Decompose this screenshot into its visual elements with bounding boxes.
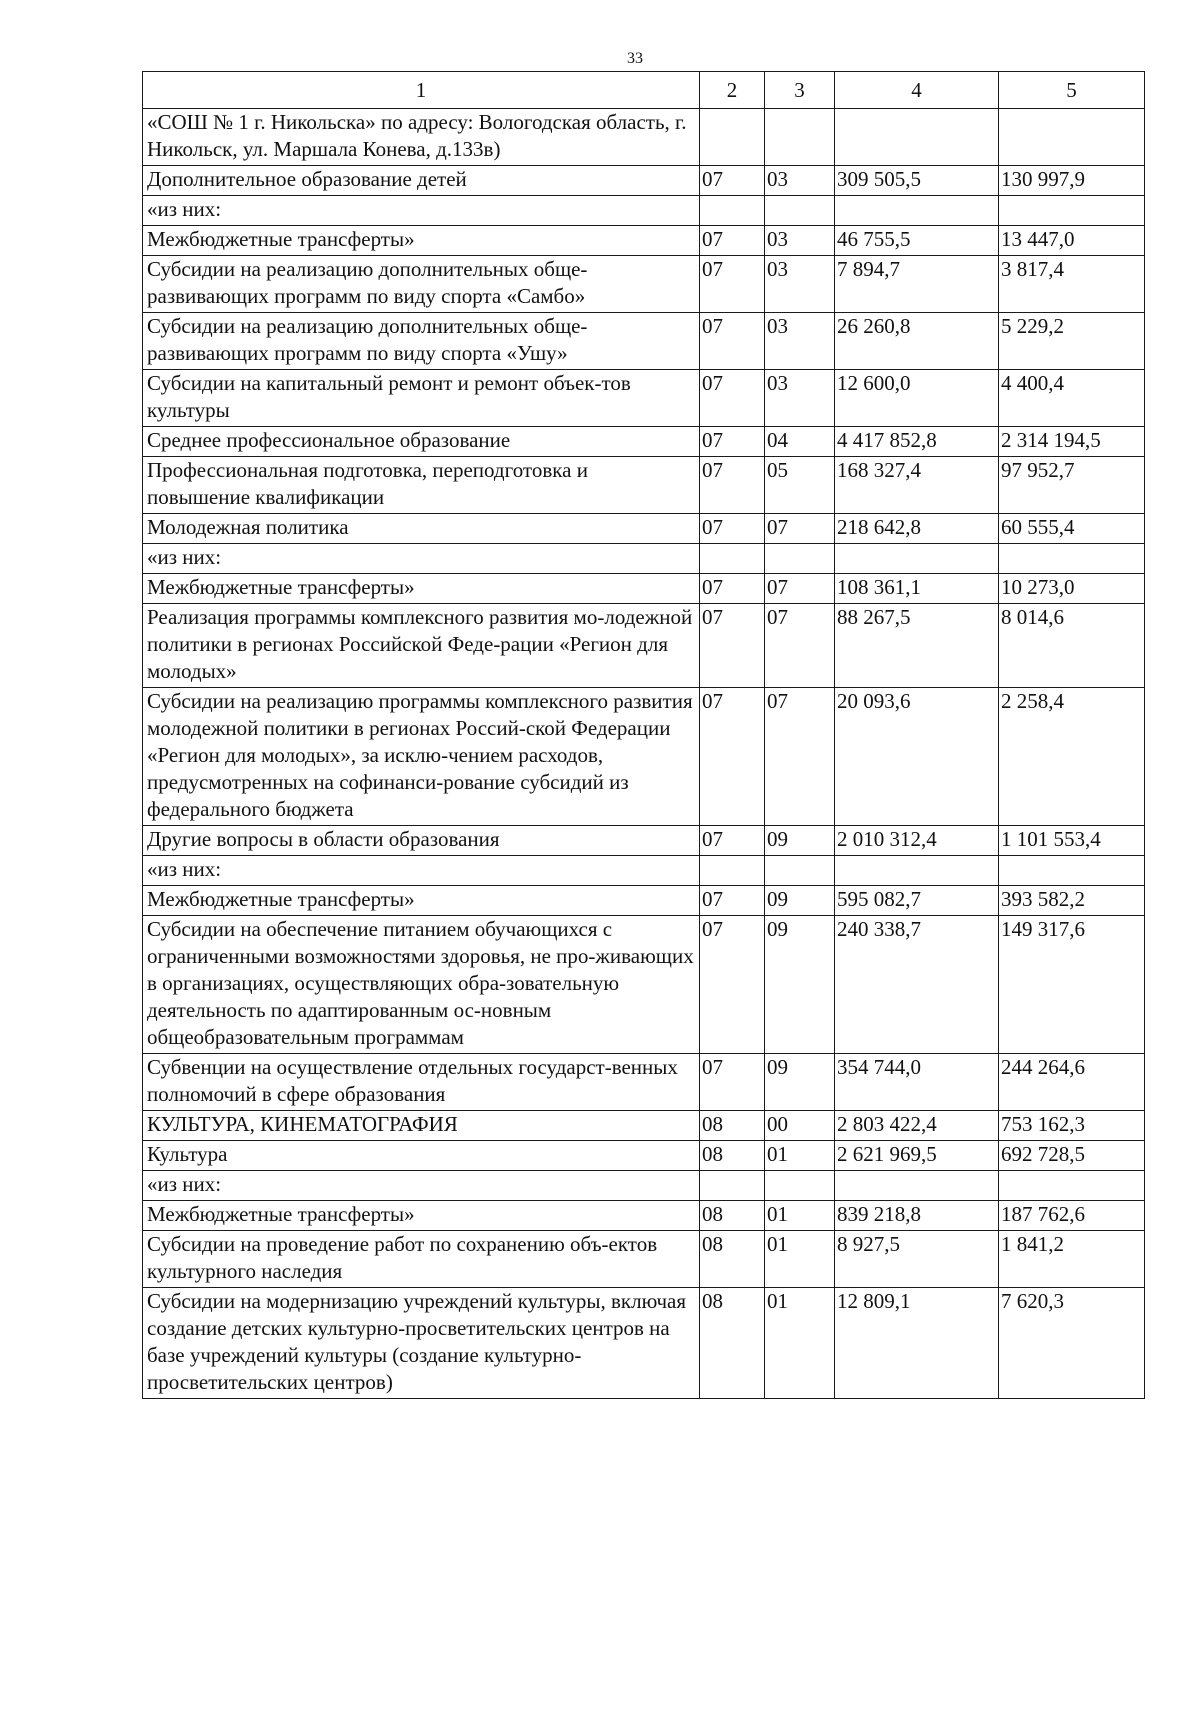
subsection-code-cell: 01: [765, 1231, 835, 1288]
amount-col5-cell: 1 841,2: [999, 1231, 1145, 1288]
amount-col5-cell: 4 400,4: [999, 370, 1145, 427]
section-code-cell: 07: [700, 256, 765, 313]
amount-col4-cell: 595 082,7: [835, 886, 999, 916]
row-name-cell: Субсидии на реализацию дополнительных обще-развивающих программ по виду спорта «Ушу»: [143, 313, 700, 370]
table-row: [143, 544, 1145, 574]
table-row: [143, 196, 1145, 226]
amount-col4-cell: 26 260,8: [835, 313, 999, 370]
subsection-code-cell: 03: [765, 256, 835, 313]
subsection-code-cell: [765, 1171, 835, 1201]
section-code-cell: 07: [700, 688, 765, 826]
section-code-cell: 07: [700, 370, 765, 427]
row-name-cell: Другие вопросы в области образования: [143, 826, 700, 856]
column-header-5: 5: [999, 72, 1145, 109]
table-row: [143, 370, 1145, 427]
amount-col4-cell: 309 505,5: [835, 166, 999, 196]
row-name-cell: Реализация программы комплексного развития мо-лодежной политики в регионах Российской Феде-рации «Регион для молодых»: [143, 604, 700, 688]
section-code-cell: 08: [700, 1201, 765, 1231]
section-code-cell: [700, 1171, 765, 1201]
amount-col4-cell: 218 642,8: [835, 514, 999, 544]
subsection-code-cell: 03: [765, 166, 835, 196]
section-code-cell: 07: [700, 916, 765, 1054]
section-code-cell: 07: [700, 427, 765, 457]
subsection-code-cell: 01: [765, 1288, 835, 1399]
table-row: [143, 1111, 1145, 1141]
amount-col4-cell: 12 600,0: [835, 370, 999, 427]
table-row: [143, 886, 1145, 916]
table-row: [143, 916, 1145, 1054]
amount-col4-cell: 7 894,7: [835, 256, 999, 313]
subsection-code-cell: [765, 856, 835, 886]
column-header-3: 3: [765, 72, 835, 109]
amount-col5-cell: 187 762,6: [999, 1201, 1145, 1231]
section-code-cell: 07: [700, 604, 765, 688]
row-name-cell: Межбюджетные трансферты»: [143, 226, 700, 256]
amount-col5-cell: [999, 196, 1145, 226]
table-row: [143, 826, 1145, 856]
subsection-code-cell: 07: [765, 604, 835, 688]
amount-col4-cell: 20 093,6: [835, 688, 999, 826]
amount-col5-cell: 753 162,3: [999, 1111, 1145, 1141]
amount-col4-cell: 168 327,4: [835, 457, 999, 514]
amount-col4-cell: 108 361,1: [835, 574, 999, 604]
table-row: [143, 427, 1145, 457]
subsection-code-cell: 03: [765, 226, 835, 256]
table-header-row: [143, 72, 1145, 109]
section-code-cell: 07: [700, 226, 765, 256]
table-row: [143, 1141, 1145, 1171]
amount-col5-cell: 1 101 553,4: [999, 826, 1145, 856]
subsection-code-cell: 07: [765, 574, 835, 604]
amount-col4-cell: [835, 196, 999, 226]
column-header-2: 2: [700, 72, 765, 109]
section-code-cell: 07: [700, 826, 765, 856]
row-name-cell: Субсидии на реализацию дополнительных обще-развивающих программ по виду спорта «Самбо»: [143, 256, 700, 313]
amount-col4-cell: 2 010 312,4: [835, 826, 999, 856]
amount-col5-cell: 3 817,4: [999, 256, 1145, 313]
amount-col4-cell: 4 417 852,8: [835, 427, 999, 457]
table-row: [143, 313, 1145, 370]
subsection-code-cell: 09: [765, 916, 835, 1054]
row-name-cell: Субвенции на осуществление отдельных государст-венных полномочий в сфере образования: [143, 1054, 700, 1111]
amount-col5-cell: 97 952,7: [999, 457, 1145, 514]
section-code-cell: 07: [700, 1054, 765, 1111]
row-name-cell: «из них:: [143, 856, 700, 886]
subsection-code-cell: 05: [765, 457, 835, 514]
amount-col4-cell: 354 744,0: [835, 1054, 999, 1111]
section-code-cell: [700, 544, 765, 574]
amount-col5-cell: 393 582,2: [999, 886, 1145, 916]
row-name-cell: КУЛЬТУРА, КИНЕМАТОГРАФИЯ: [143, 1111, 700, 1141]
table-row: [143, 1201, 1145, 1231]
section-code-cell: 07: [700, 514, 765, 544]
amount-col4-cell: 2 621 969,5: [835, 1141, 999, 1171]
amount-col4-cell: [835, 544, 999, 574]
row-name-cell: Субсидии на модернизацию учреждений культуры, включая создание детских культурно-просветительских центров на базе учреждений культуры (создание культурно-просветительских центров): [143, 1288, 700, 1399]
subsection-code-cell: 01: [765, 1141, 835, 1171]
amount-col4-cell: 2 803 422,4: [835, 1111, 999, 1141]
section-code-cell: [700, 856, 765, 886]
subsection-code-cell: 07: [765, 514, 835, 544]
section-code-cell: 07: [700, 574, 765, 604]
amount-col5-cell: 7 620,3: [999, 1288, 1145, 1399]
table-row: [143, 688, 1145, 826]
amount-col5-cell: 10 273,0: [999, 574, 1145, 604]
table-row: [143, 166, 1145, 196]
amount-col4-cell: 88 267,5: [835, 604, 999, 688]
amount-col4-cell: 8 927,5: [835, 1231, 999, 1288]
amount-col5-cell: 5 229,2: [999, 313, 1145, 370]
section-code-cell: 07: [700, 457, 765, 514]
amount-col5-cell: 130 997,9: [999, 166, 1145, 196]
row-name-cell: Дополнительное образование детей: [143, 166, 700, 196]
row-name-cell: «СОШ № 1 г. Никольска» по адресу: Вологодская область, г. Никольск, ул. Маршала Конева, д.133в): [143, 109, 700, 166]
row-name-cell: Профессиональная подготовка, переподготовка и повышение квалификации: [143, 457, 700, 514]
amount-col5-cell: 2 258,4: [999, 688, 1145, 826]
amount-col5-cell: 244 264,6: [999, 1054, 1145, 1111]
amount-col5-cell: 8 014,6: [999, 604, 1145, 688]
amount-col5-cell: [999, 1171, 1145, 1201]
row-name-cell: Межбюджетные трансферты»: [143, 574, 700, 604]
section-code-cell: 07: [700, 886, 765, 916]
amount-col4-cell: 240 338,7: [835, 916, 999, 1054]
section-code-cell: 08: [700, 1288, 765, 1399]
row-name-cell: «из них:: [143, 196, 700, 226]
section-code-cell: 08: [700, 1231, 765, 1288]
amount-col5-cell: 2 314 194,5: [999, 427, 1145, 457]
page-number: 33: [627, 50, 643, 67]
row-name-cell: Субсидии на проведение работ по сохранению объ-ектов культурного наследия: [143, 1231, 700, 1288]
row-name-cell: «из них:: [143, 544, 700, 574]
table-row: [143, 514, 1145, 544]
table-row: [143, 457, 1145, 514]
subsection-code-cell: [765, 196, 835, 226]
subsection-code-cell: [765, 544, 835, 574]
row-name-cell: Субсидии на обеспечение питанием обучающихся с ограниченными возможностями здоровья, не про-живающих в организациях, осуществляющих обра-зовательную деятельность по адаптированным ос-новным общеобразовательным программам: [143, 916, 700, 1054]
amount-col4-cell: 12 809,1: [835, 1288, 999, 1399]
amount-col4-cell: 46 755,5: [835, 226, 999, 256]
subsection-code-cell: 07: [765, 688, 835, 826]
amount-col5-cell: 13 447,0: [999, 226, 1145, 256]
subsection-code-cell: 01: [765, 1201, 835, 1231]
row-name-cell: Субсидии на реализацию программы комплексного развития молодежной политики в регионах Россий-ской Федерации «Регион для молодых», за исклю-чением расходов, предусмотренных на софинанси-рование субсидий из федерального бюджета: [143, 688, 700, 826]
table-row: [143, 256, 1145, 313]
table-row: [143, 574, 1145, 604]
column-header-4: 4: [835, 72, 999, 109]
subsection-code-cell: 09: [765, 826, 835, 856]
section-code-cell: 07: [700, 166, 765, 196]
amount-col5-cell: 149 317,6: [999, 916, 1145, 1054]
budget-table: [142, 71, 1145, 1399]
row-name-cell: Межбюджетные трансферты»: [143, 886, 700, 916]
row-name-cell: Среднее профессиональное образование: [143, 427, 700, 457]
subsection-code-cell: 03: [765, 370, 835, 427]
row-name-cell: «из них:: [143, 1171, 700, 1201]
row-name-cell: Молодежная политика: [143, 514, 700, 544]
amount-col4-cell: [835, 1171, 999, 1201]
table-row: [143, 109, 1145, 166]
subsection-code-cell: 04: [765, 427, 835, 457]
subsection-code-cell: 03: [765, 313, 835, 370]
subsection-code-cell: 09: [765, 886, 835, 916]
amount-col5-cell: 692 728,5: [999, 1141, 1145, 1171]
table-row: [143, 1171, 1145, 1201]
table-row: [143, 226, 1145, 256]
amount-col4-cell: [835, 109, 999, 166]
subsection-code-cell: 09: [765, 1054, 835, 1111]
amount-col5-cell: 60 555,4: [999, 514, 1145, 544]
amount-col5-cell: [999, 109, 1145, 166]
subsection-code-cell: [765, 109, 835, 166]
row-name-cell: Культура: [143, 1141, 700, 1171]
amount-col4-cell: [835, 856, 999, 886]
table-row: [143, 856, 1145, 886]
table-row: [143, 1054, 1145, 1111]
amount-col5-cell: [999, 544, 1145, 574]
section-code-cell: [700, 109, 765, 166]
amount-col5-cell: [999, 856, 1145, 886]
table-row: [143, 1288, 1145, 1399]
section-code-cell: 08: [700, 1141, 765, 1171]
amount-col4-cell: 839 218,8: [835, 1201, 999, 1231]
table-row: [143, 604, 1145, 688]
section-code-cell: [700, 196, 765, 226]
column-header-1: 1: [143, 72, 700, 109]
table-row: [143, 1231, 1145, 1288]
section-code-cell: 07: [700, 313, 765, 370]
subsection-code-cell: 00: [765, 1111, 835, 1141]
row-name-cell: Межбюджетные трансферты»: [143, 1201, 700, 1231]
row-name-cell: Субсидии на капитальный ремонт и ремонт объек-тов культуры: [143, 370, 700, 427]
section-code-cell: 08: [700, 1111, 765, 1141]
